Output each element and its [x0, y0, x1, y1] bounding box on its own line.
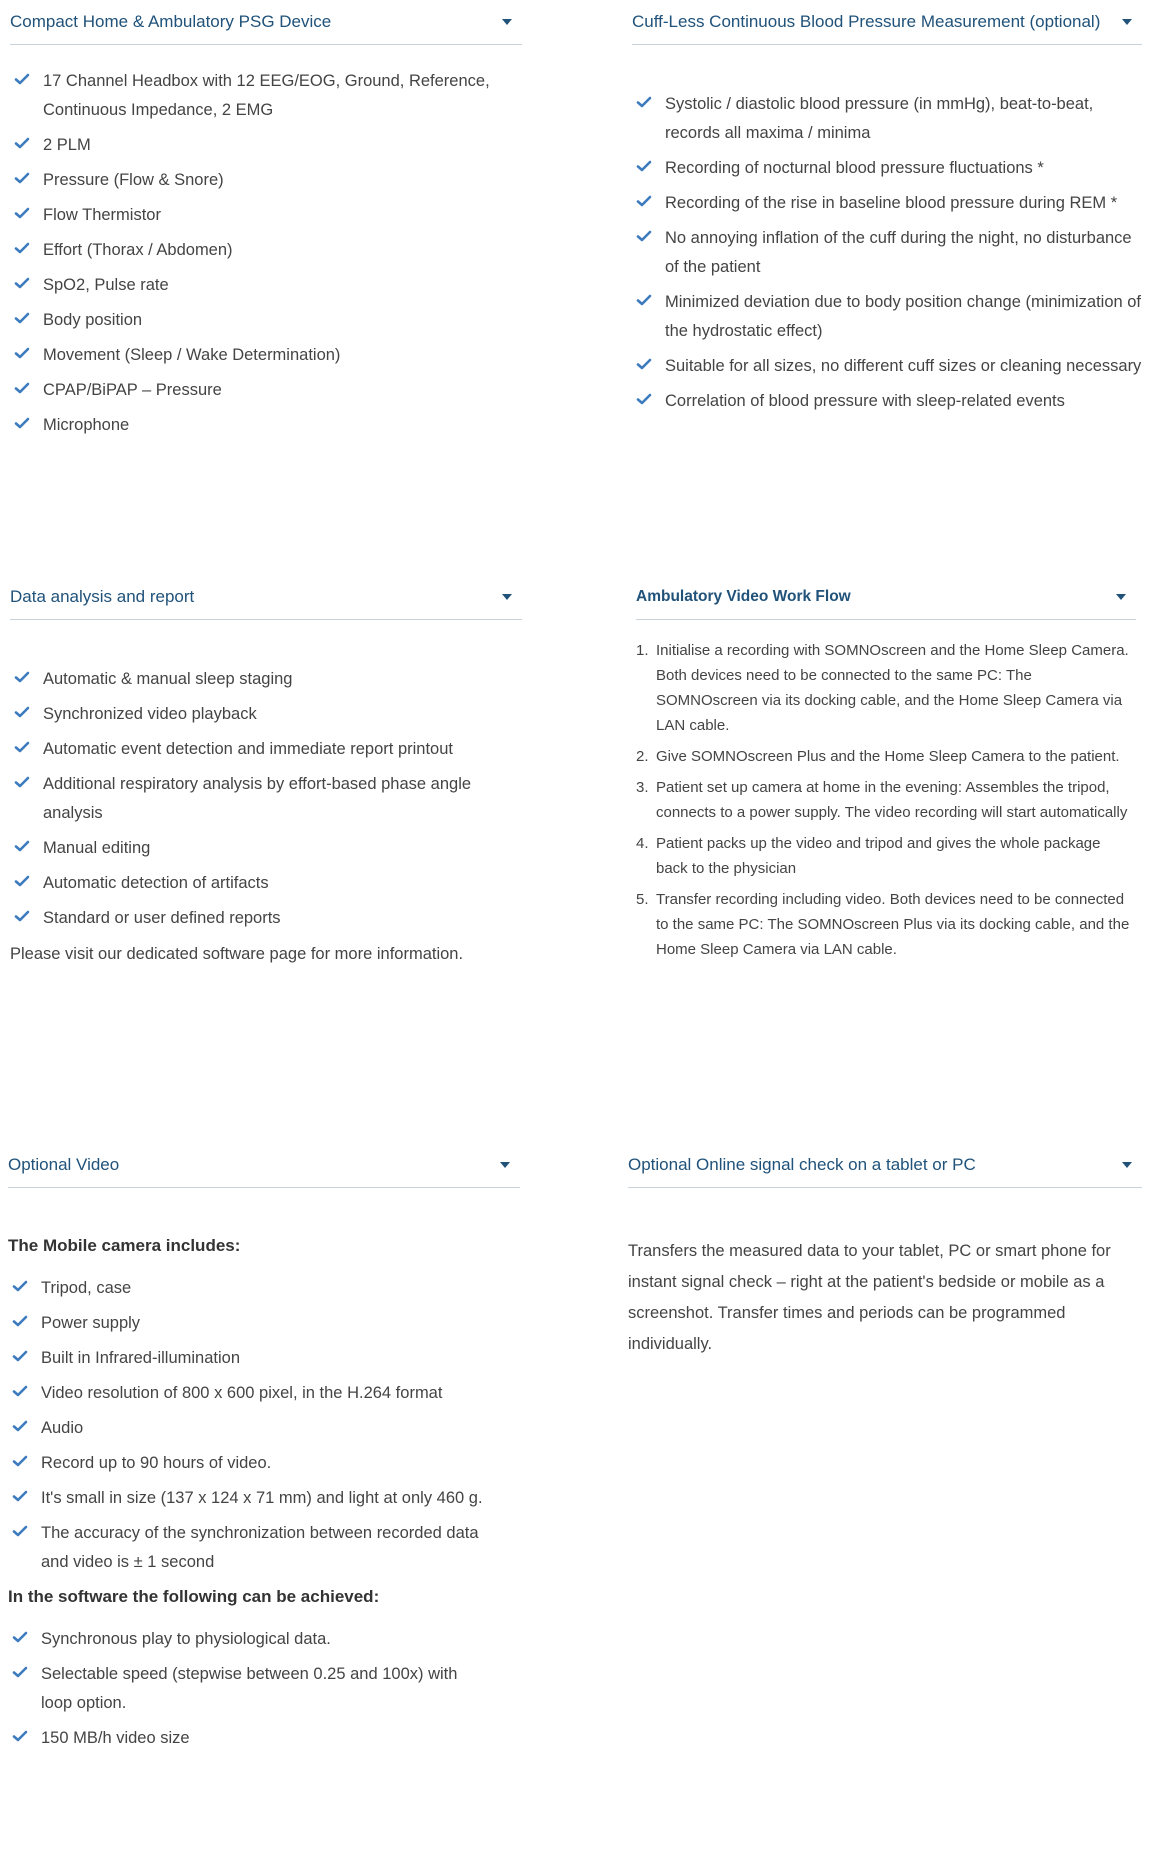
list-item: [632, 387, 1142, 416]
check-icon: [14, 310, 30, 326]
step-text: Patient packs up the video and tripod and gives the whole package back to the physician: [656, 835, 1101, 877]
check-icon: [636, 391, 652, 407]
list-item: [10, 770, 490, 828]
check-icon: [14, 669, 30, 685]
camera-includes-heading: The Mobile camera includes:: [8, 1236, 241, 1255]
list-item-text: Systolic / diastolic blood pressure (in mmHg), beat-to-beat, records all maxima / minima: [665, 95, 1094, 142]
list-item-text: Standard or user defined reports: [43, 909, 281, 927]
panel-bp: [632, 0, 1142, 422]
list-item-text: Suitable for all sizes, no different cuff sizes or cleaning necessary: [665, 357, 1142, 375]
chevron-down-icon[interactable]: [1122, 1162, 1132, 1168]
list-item: [8, 1625, 488, 1654]
analysis-feature-list: [10, 665, 490, 933]
list-item-text: Flow Thermistor: [43, 206, 161, 224]
panel-online-header[interactable]: [628, 1143, 1142, 1188]
check-icon: [14, 908, 30, 924]
list-item-text: Recording of nocturnal blood pressure fluctuations *: [665, 159, 1044, 177]
psg-feature-list: [10, 67, 490, 440]
list-item-text: Manual editing: [43, 839, 151, 857]
list-item-text: Synchronous play to physiological data.: [41, 1630, 331, 1648]
list-item: [632, 154, 1142, 183]
panel-analysis-header[interactable]: [10, 575, 522, 620]
list-item-text: Tripod, case: [41, 1279, 132, 1297]
chevron-down-icon[interactable]: [1122, 19, 1132, 25]
list-item-text: Built in Infrared-illumination: [41, 1349, 241, 1367]
list-item: [8, 1660, 488, 1718]
check-icon: [636, 356, 652, 372]
check-icon: [12, 1383, 28, 1399]
check-icon: [14, 275, 30, 291]
list-item: [10, 271, 490, 300]
list-item-text: The accuracy of the synchronization between recorded data and video is ± 1 second: [41, 1524, 479, 1571]
workflow-step: [636, 887, 1136, 962]
check-icon: [14, 135, 30, 151]
list-item: [632, 189, 1142, 218]
step-number: 4.: [636, 835, 649, 852]
check-icon: [12, 1488, 28, 1504]
list-item-text: Body position: [43, 311, 143, 329]
workflow-step: [636, 638, 1136, 738]
panel-workflow: [636, 575, 1136, 968]
check-icon: [14, 71, 30, 87]
chevron-down-icon[interactable]: [502, 19, 512, 25]
check-icon: [12, 1313, 28, 1329]
list-item-text: Pressure (Flow & Snore): [43, 171, 224, 189]
list-item: [10, 700, 490, 729]
check-icon: [14, 415, 30, 431]
list-item-text: Effort (Thorax / Abdomen): [43, 241, 233, 259]
chevron-down-icon[interactable]: [502, 594, 512, 600]
check-icon: [12, 1664, 28, 1680]
list-item: [10, 411, 490, 440]
panel-online: [628, 1143, 1142, 1360]
list-item: [10, 834, 490, 863]
list-item: [8, 1274, 488, 1303]
step-number: 2.: [636, 748, 649, 765]
list-item-text: SpO2, Pulse rate: [43, 276, 169, 294]
list-item: [10, 306, 490, 335]
software-achieved-heading: In the software the following can be achieved:: [8, 1587, 380, 1606]
camera-feature-list: [8, 1274, 488, 1577]
workflow-steps: [636, 638, 1136, 962]
panel-workflow-title: Ambulatory Video Work Flow: [636, 588, 851, 605]
step-number: 3.: [636, 779, 649, 796]
step-text: Transfer recording including video. Both devices need to be connected to the same PC: The SOMNOscreen Plus via its docking cable, and the Home Sleep Camera via LAN cable.: [656, 891, 1130, 958]
panel-video: [8, 1143, 520, 1759]
check-icon: [14, 345, 30, 361]
check-icon: [14, 240, 30, 256]
check-icon: [14, 704, 30, 720]
panel-bp-title: Cuff-Less Continuous Blood Pressure Measurement (optional): [632, 12, 1101, 31]
check-icon: [14, 873, 30, 889]
list-item: [10, 665, 490, 694]
workflow-step: [636, 744, 1136, 769]
list-item-text: Correlation of blood pressure with sleep-related events: [665, 392, 1065, 410]
panel-analysis: [10, 575, 522, 970]
list-item-text: Video resolution of 800 x 600 pixel, in the H.264 format: [41, 1384, 443, 1402]
bp-feature-list: [632, 90, 1142, 416]
chevron-down-icon[interactable]: [500, 1162, 510, 1168]
step-text: Patient set up camera at home in the evening: Assembles the tripod, connects to a power supply. The video recording will start automatically: [656, 779, 1128, 821]
step-number: 5.: [636, 891, 649, 908]
list-item: [10, 341, 490, 370]
check-icon: [12, 1523, 28, 1539]
list-item-text: Movement (Sleep / Wake Determination): [43, 346, 341, 364]
list-item-text: Power supply: [41, 1314, 141, 1332]
list-item: [632, 352, 1142, 381]
chevron-down-icon[interactable]: [1116, 594, 1126, 600]
check-icon: [12, 1278, 28, 1294]
check-icon: [636, 94, 652, 110]
list-item: [8, 1414, 488, 1443]
step-text: Give SOMNOscreen Plus and the Home Sleep Camera to the patient.: [656, 748, 1120, 765]
check-icon: [636, 228, 652, 244]
list-item-text: Additional respiratory analysis by effort-based phase angle analysis: [43, 775, 472, 822]
check-icon: [636, 158, 652, 174]
check-icon: [12, 1728, 28, 1744]
list-item-text: Synchronized video playback: [43, 705, 257, 723]
list-item: [8, 1724, 488, 1753]
list-item-text: Recording of the rise in baseline blood pressure during REM *: [665, 194, 1118, 212]
check-icon: [14, 774, 30, 790]
check-icon: [636, 292, 652, 308]
workflow-step: [636, 775, 1136, 825]
list-item: [8, 1449, 488, 1478]
panel-bp-header[interactable]: [632, 0, 1142, 45]
list-item: [10, 201, 490, 230]
list-item: [8, 1344, 488, 1373]
list-item: [10, 869, 490, 898]
list-item: [632, 288, 1142, 346]
list-item-text: Minimized deviation due to body position change (minimization of the hydrostatic effect): [665, 293, 1142, 340]
panel-video-header[interactable]: [8, 1143, 520, 1188]
panel-video-title: Optional Video: [8, 1155, 120, 1174]
list-item: [10, 904, 490, 933]
online-check-description: Transfers the measured data to your tablet, PC or smart phone for instant signal check – right at the patient's bedside or mobile as a screenshot. Transfer times and periods can be programmed individually.: [628, 1242, 1111, 1353]
panel-workflow-header[interactable]: [636, 575, 1136, 620]
list-item-text: Automatic & manual sleep staging: [43, 670, 293, 688]
software-page-note: Please visit our dedicated software page for more information.: [10, 945, 464, 963]
check-icon: [14, 739, 30, 755]
list-item-text: No annoying inflation of the cuff during the night, no disturbance of the patient: [665, 229, 1132, 276]
check-icon: [14, 205, 30, 221]
list-item: [10, 131, 490, 160]
panel-psg-header[interactable]: [10, 0, 522, 45]
software-feature-list: [8, 1625, 488, 1753]
list-item-text: 17 Channel Headbox with 12 EEG/EOG, Ground, Reference, Continuous Impedance, 2 EMG: [43, 72, 490, 119]
workflow-step: [636, 831, 1136, 881]
list-item: [8, 1309, 488, 1338]
panel-online-title: Optional Online signal check on a tablet or PC: [628, 1155, 976, 1174]
list-item: [8, 1519, 488, 1577]
panel-analysis-title: Data analysis and report: [10, 587, 195, 606]
list-item: [10, 236, 490, 265]
list-item: [8, 1484, 488, 1513]
step-extra-text: Both devices need to be connected to the same PC: The SOMNOscreen via its docking cable, and the Home Sleep Camera via LAN cable.: [656, 667, 1123, 734]
list-item-text: 2 PLM: [43, 136, 91, 154]
check-icon: [636, 193, 652, 209]
list-item-text: Selectable speed (stepwise between 0.25 and 100x) with loop option.: [41, 1665, 458, 1712]
panel-psg-title: Compact Home & Ambulatory PSG Device: [10, 12, 332, 31]
list-item: [632, 224, 1142, 282]
list-item: [10, 735, 490, 764]
list-item-text: 150 MB/h video size: [41, 1729, 190, 1747]
check-icon: [14, 838, 30, 854]
check-icon: [12, 1418, 28, 1434]
check-icon: [12, 1453, 28, 1469]
list-item-text: It's small in size (137 x 124 x 71 mm) and light at only 460 g.: [41, 1489, 483, 1507]
list-item: [10, 376, 490, 405]
check-icon: [12, 1629, 28, 1645]
list-item-text: Audio: [41, 1419, 84, 1437]
list-item-text: Automatic event detection and immediate report printout: [43, 740, 453, 758]
list-item-text: Automatic detection of artifacts: [43, 874, 269, 892]
list-item-text: Record up to 90 hours of video.: [41, 1454, 272, 1472]
list-item: [632, 90, 1142, 148]
step-text: Initialise a recording with SOMNOscreen and the Home Sleep Camera.: [656, 642, 1129, 659]
list-item-text: Microphone: [43, 416, 130, 434]
check-icon: [14, 170, 30, 186]
list-item: [10, 67, 490, 125]
list-item: [10, 166, 490, 195]
list-item-text: CPAP/BiPAP – Pressure: [43, 381, 222, 399]
list-item: [8, 1379, 488, 1408]
check-icon: [14, 380, 30, 396]
panel-psg: [10, 0, 522, 446]
check-icon: [12, 1348, 28, 1364]
step-number: 1.: [636, 642, 649, 659]
